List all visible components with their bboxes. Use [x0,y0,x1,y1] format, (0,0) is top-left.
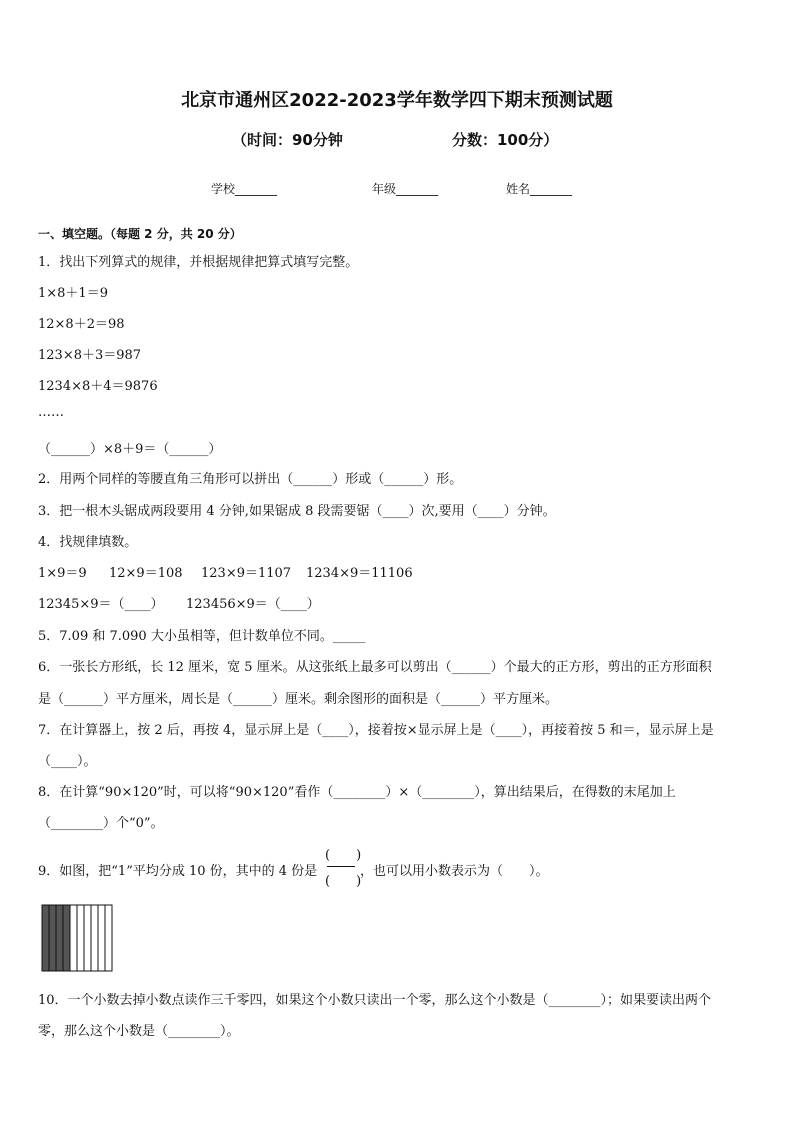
exam-time: （时间：90分钟 [232,131,343,149]
q2: 2．用两个同样的等腰直角三角形可以拼出（______）形或（______）形。 [38,472,463,487]
blank-strip [70,905,77,971]
blank-strip [98,905,105,971]
name-field: 姓名_______ [506,182,573,196]
q9-fraction [325,844,362,890]
fraction-denominator-blank: ( ) [325,874,362,889]
q4-item: 1234×9＝11106 [306,566,413,581]
q6-line: 6．一张长方形纸，长 12 厘米，宽 5 厘米。从这张纸上最多可以剪出（______）个最大的正方形，剪出的正方形面积 [38,660,712,675]
q10-line: 零，那么这个小数是（________）。 [38,1024,240,1039]
q5: 5．7.09 和 7.090 大小虽相等，但计数单位不同。_____ [38,629,366,644]
blank-strip [105,905,112,971]
q4-stem: 4．找规律填数。 [38,535,138,550]
q9-text-after: ，也可以用小数表示为（ ）。 [360,864,549,879]
q4-item: 1×9＝9 [38,566,87,581]
q1-line: 123×8＋3＝987 [38,348,142,363]
grade-field: 年级_______ [372,182,439,196]
q1-line: 12×8＋2＝98 [38,317,125,332]
q10-line: 10．一个小数去掉小数点读作三千零四，如果这个小数只读出一个零，那么这个小数是（________）；如果要读出两个 [38,993,712,1008]
exam-score: 分数：100分） [452,131,559,149]
blank-strip [84,905,91,971]
q1-ellipsis: …… [38,405,64,420]
q1-line: 1×8＋1＝9 [38,286,108,301]
shaded-strip [63,905,70,971]
q4-item: 123456×9＝（____） [186,597,320,612]
shaded-strip [42,905,49,971]
q4-item: 12345×9＝（____） [38,597,164,612]
q1-line: 1234×8＋4＝9876 [38,379,158,394]
q8-line: 8．在计算“90×120”时，可以将“90×120”看作（________）×（________），算出结果后，在得数的末尾加上 [38,785,676,800]
school-field: 学校_______ [211,182,278,196]
q7-line: （____）。 [38,754,97,769]
q9-text-before: 9．如图，把“1”平均分成 10 份，其中的 4 份是 [38,864,318,879]
fraction-numerator-blank: ( ) [325,848,362,863]
blank-strip [91,905,98,971]
q8-line: （________）个“0”。 [38,816,164,831]
q9-strip-figure [40,903,114,973]
q4-item: 12×9＝108 [109,566,183,581]
q6-line: 是（______）平方厘米，周长是（______）厘米。剩余图形的面积是（______）平方厘米。 [38,692,559,707]
q4-item: 123×9＝1107 [201,566,292,581]
q7-line: 7．在计算器上，按 2 后，再按 4，显示屏上是（____），接着按×显示屏上是（____），再接着按 5 和＝，显示屏上是 [38,723,714,738]
section-heading: 一、填空题。（每题 2 分，共 20 分） [38,227,242,241]
fraction-bar [327,866,355,867]
blank-strip [77,905,84,971]
q3: 3．把一根木头锯成两段要用 4 分钟,如果锯成 8 段需要锯（____）次,要用（____）分钟。 [38,504,556,519]
shaded-strip [56,905,63,971]
q1-stem: 1．找出下列算式的规律，并根据规律把算式填写完整。 [38,255,359,270]
page-title: 北京市通州区2022-2023学年数学四下期末预测试题 [181,90,613,111]
shaded-strip [49,905,56,971]
q1-blank-line: （______）×8＋9＝（______） [38,442,222,457]
